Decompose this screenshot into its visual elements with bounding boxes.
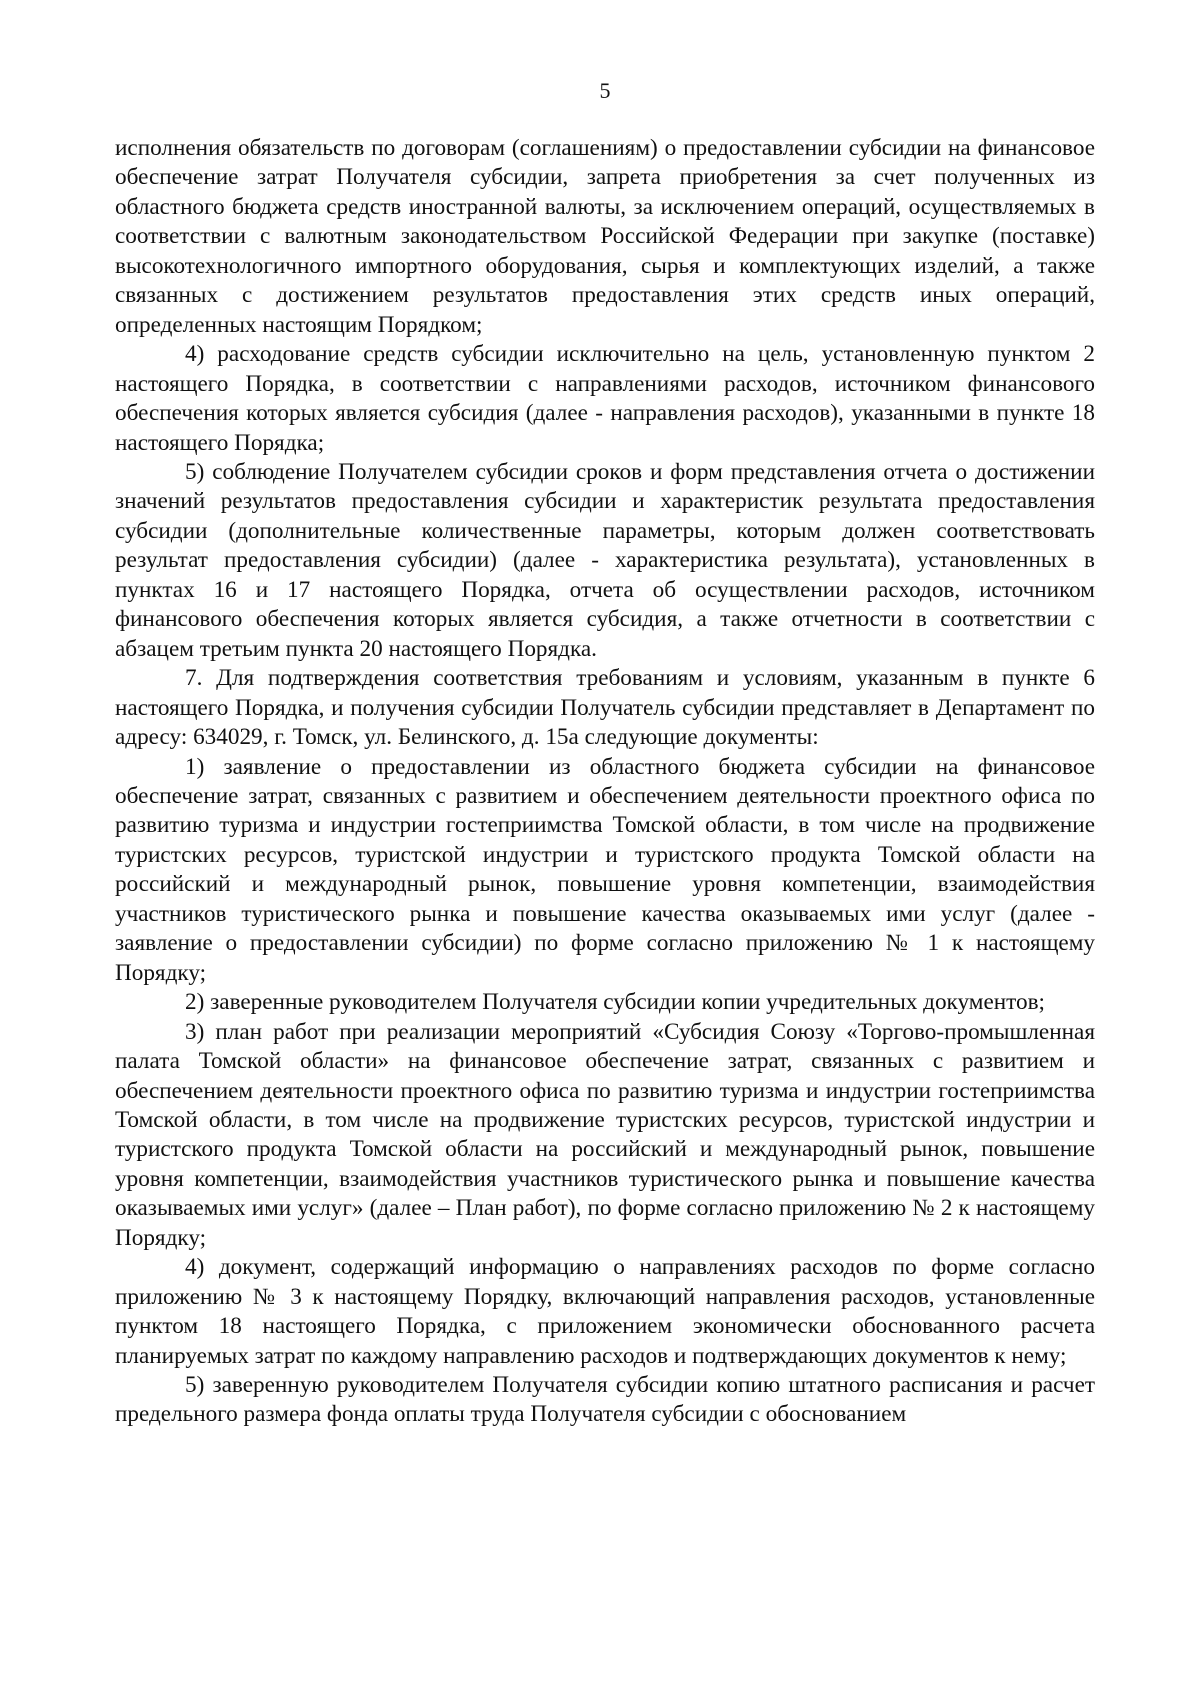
paragraph-doc-3: 3) план работ при реализации мероприятий «Субсидия Союзу «Торгово-промышленная палата Томской области» на финансовое обеспечение затрат, связанных с развитием и обеспечением деятельности проектного офиса по развитию туризма и индустрии гостеприимства Томской области, в том числе на продвижение туристских ресурсов, туристской индустрии и туристского продукта Томской области на российский и международный рынок, повышение уровня компетенции, взаимодействия участников туристического рынка и повышение качества оказываемых ими услуг» (далее – План работ), по форме согласно приложению № 2 к настоящему Порядку;: [115, 1018, 1095, 1251]
paragraph-doc-2: 2) заверенные руководителем Получателя субсидии копии учредительных документов;: [185, 989, 1045, 1016]
paragraph-continuation: исполнения обязательств по договорам (соглашениям) о предоставлении субсидии на финансовое обеспечение затрат Получателя субсидии, запрета приобретения за счет полученных из областного бюджета средств иностранной валюты, за исключением операций, осуществляемых в соответствии с валютным законодательством Российской Федерации при закупке (поставке) высокотехнологичного импортного оборудования, сырья и комплектующих изделий, а также связанных с достижением результатов предоставления этих средств иных операций, определенных настоящим Порядком;: [115, 135, 1095, 338]
paragraph-item-4: 4) расходование средств субсидии исключительно на цель, установленную пунктом 2 настоящего Порядка, в соответствии с направлениями расходов, источником финансового обеспечения которых является субсидия (далее - направления расходов), указанными в пункте 18 настоящего Порядка;: [115, 341, 1095, 456]
page-number: 5: [599, 78, 611, 103]
paragraph-doc-1: 1) заявление о предоставлении из областного бюджета субсидии на финансовое обеспечение затрат, связанных с развитием и обеспечением деятельности проектного офиса по развитию туризма и индустрии гостеприимства Томской области, в том числе на продвижение туристских ресурсов, туристской индустрии и туристского продукта Томской области на российский и международный рынок, повышение уровня компетенции, взаимодействия участников туристического рынка и повышение качества оказываемых ими услуг (далее - заявление о предоставлении субсидии) по форме согласно приложению № 1 к настоящему Порядку;: [115, 753, 1095, 986]
paragraph-clause-7: 7. Для подтверждения соответствия требованиям и условиям, указанным в пункте 6 настоящего Порядка, и получения субсидии Получатель субсидии представляет в Департамент по адресу: 634029, г. Томск, ул. Белинского, д. 15а следующие документы:: [115, 665, 1095, 751]
paragraph-doc-4: 4) документ, содержащий информацию о направлениях расходов по форме согласно приложению № 3 к настоящему Порядку, включающий направления расходов, установленные пунктом 18 настоящего Порядка, с приложением экономически обоснованного расчета планируемых затрат по каждому направлению расходов и подтверждающих документов к нему;: [115, 1254, 1095, 1369]
paragraph-doc-5: 5) заверенную руководителем Получателя субсидии копию штатного расписания и расчет предельного размера фонда оплаты труда Получателя субсидии с обоснованием: [115, 1372, 1095, 1428]
document-body: [115, 134, 1095, 1430]
paragraph-item-5: 5) соблюдение Получателем субсидии сроков и форм представления отчета о достижении значений результатов предоставления субсидии и характеристик результата предоставления субсидии (дополнительные количественные параметры, которым должен соответствовать результат предоставления субсидии) (далее - характеристика результата), установленных в пунктах 16 и 17 настоящего Порядка, отчета об осуществлении расходов, источником финансового обеспечения которых является субсидия, а также отчетности в соответствии с абзацем третьим пункта 20 настоящего Порядка.: [115, 458, 1095, 662]
